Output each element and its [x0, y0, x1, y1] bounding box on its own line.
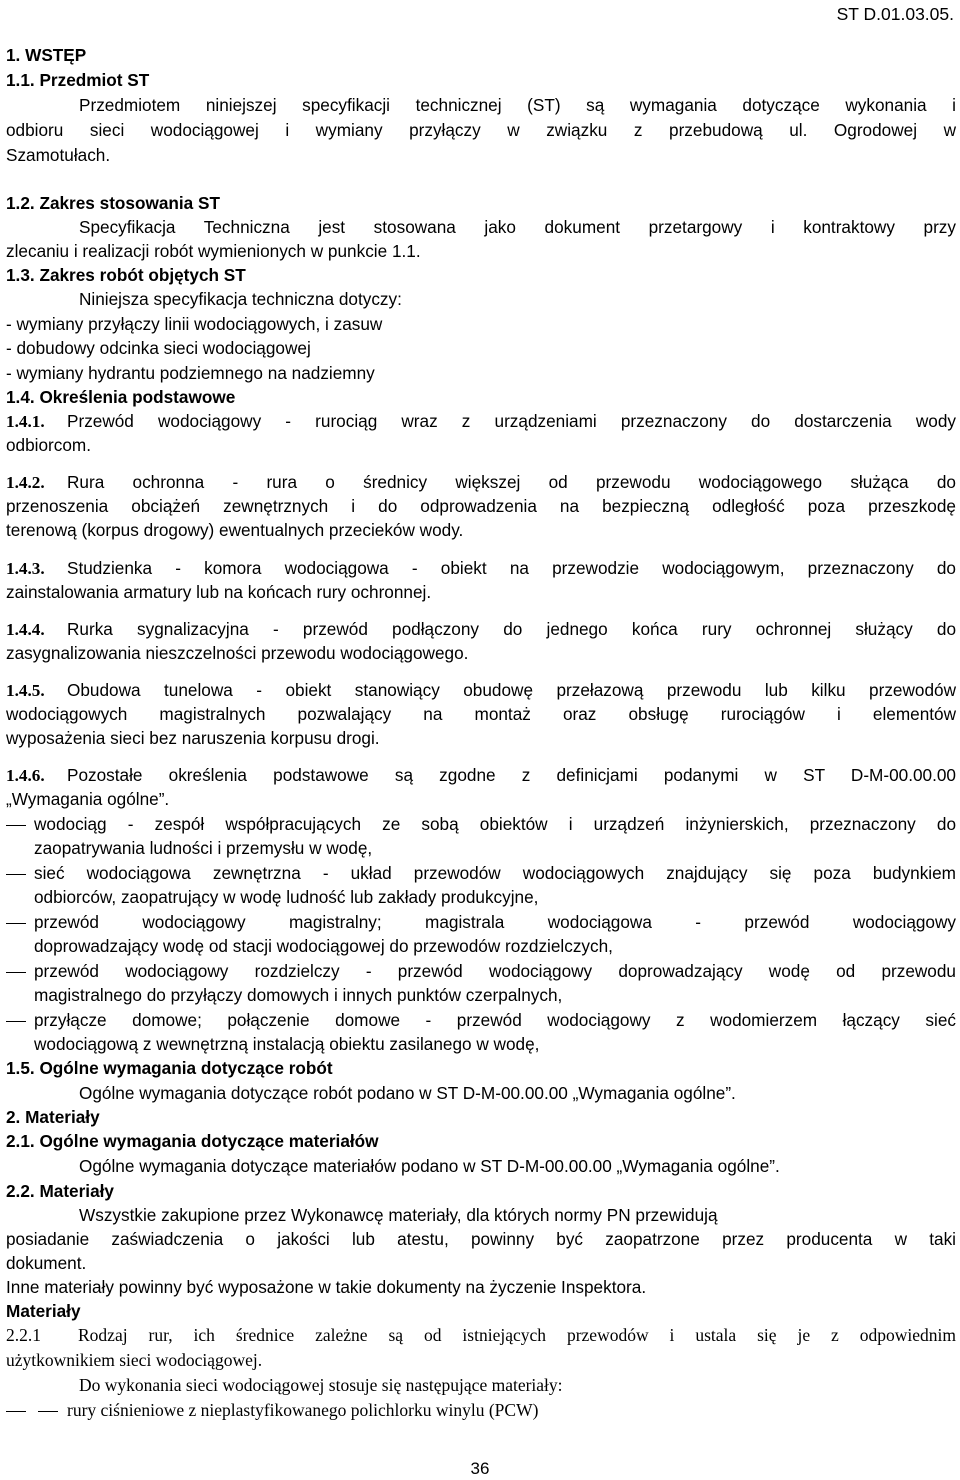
paragraph-line: Ogólne wymagania dotyczące materiałów podano w ST D-M-00.00.00 „Wymagania ogólne”. [79, 1156, 780, 1176]
bullet-item: przewód wodociągowy rozdzielczy - przewód wodociągowy doprowadzający wodę od przewodu [34, 961, 956, 981]
definition-number: 1.4.4. [6, 620, 45, 639]
definition-number: 1.4.6. [6, 766, 45, 785]
definition-line [6, 1324, 956, 1346]
spec-code-header: ST D.01.03.05. [836, 4, 954, 24]
subsection-heading-1-3: 1.3. Zakres robót objętych ST [6, 265, 246, 285]
definition-line [6, 764, 956, 787]
dash-bullet-icon [6, 972, 26, 973]
paragraph-line: dokument. [6, 1253, 87, 1273]
bullet-item-continuation: doprowadzający wodę od stacji wodociągowej do przewodów rozdzielczych, [34, 936, 613, 956]
paragraph-line: Inne materiały powinny być wyposażone w takie dokumenty na życzenie Inspektora. [6, 1277, 647, 1297]
paragraph-line: posiadanie zaświadczenia o jakości lub atestu, powinny być zaopatrzone przez producenta w taki [6, 1229, 956, 1249]
paragraph-line: odbioru sieci wodociągowej i wymiany przyłączy w związku z przebudową ul. Ogrodowej w [6, 120, 956, 140]
paragraph-line: Ogólne wymagania dotyczące robót podano w ST D-M-00.00.00 „Wymagania ogólne”. [79, 1083, 736, 1103]
paragraph-line: zainstalowania armatury lub na końcach rury ochronnej. [6, 582, 432, 602]
subsection-heading-1-1: 1.1. Przedmiot ST [6, 70, 150, 90]
paragraph-line: Przedmiotem niniejszej specyfikacji technicznej (ST) są wymagania dotyczące wykonania i [79, 95, 956, 115]
section-heading-2: 2. Materiały [6, 1107, 100, 1127]
list-item: - dobudowy odcinka sieci wodociągowej [6, 338, 311, 358]
paragraph-line: „Wymagania ogólne”. [6, 789, 170, 809]
definition-number: 2.2.1 [6, 1325, 41, 1345]
subsection-heading-2-1: 2.1. Ogólne wymagania dotyczące materiałów [6, 1131, 379, 1151]
paragraph-line: terenową (korpus drogowy) ewentualnych przecieków wody. [6, 520, 464, 540]
definition-text: Obudowa tunelowa - obiekt stanowiący obudowę przełazową przewodu lub kilku przewodów [67, 680, 956, 700]
page-number: 36 [470, 1459, 490, 1478]
definition-text: Pozostałe określenia podstawowe są zgodne z definicjami podanymi w ST D-M-00.00.00 [67, 765, 956, 785]
paragraph-line: zasygnalizowania nieszczelności przewodu wodociągowego. [6, 643, 469, 663]
bullet-item-continuation: magistralnego do przyłączy domowych i innych punktów czerpalnych, [34, 985, 563, 1005]
dash-bullet-icon [6, 825, 26, 826]
definition-number: 1.4.2. [6, 473, 45, 492]
materials-heading: Materiały [6, 1301, 81, 1321]
definition-line [6, 679, 956, 702]
paragraph-line: Do wykonania sieci wodociągowej stosuje się następujące materiały: [79, 1375, 563, 1395]
definition-text: Rodzaj rur, ich średnice zależne są od istniejących przewodów i ustala się je z odpowiednim [78, 1325, 956, 1345]
definition-text: Rura ochronna - rura o średnicy większej od przewodu wodociągowego służąca do [67, 472, 956, 492]
bullet-item: rury ciśnieniowe z nieplastyfikowanego polichlorku winylu (PCW) [67, 1400, 539, 1420]
definition-line [6, 618, 956, 641]
dash-bullet-icon [6, 874, 26, 875]
paragraph-line: Szamotułach. [6, 145, 111, 165]
definition-text: Przewód wodociągowy - rurociąg wraz z urządzeniami przeznaczony do dostarczenia wody [67, 411, 956, 431]
bullet-item-continuation: odbiorców, zaopatrujący w wodę ludność lub zakłady produkcyjne, [34, 887, 539, 907]
paragraph-line: odbiorcom. [6, 435, 92, 455]
dash-bullet-icon [6, 1021, 26, 1022]
definition-number: 1.4.1. [6, 412, 45, 431]
definition-line [6, 471, 956, 494]
paragraph-line: wodociągowych magistralnych pozwalający na montaż oraz obsługę rurociągów i elementów [6, 704, 956, 724]
dash-bullet-icon [6, 923, 26, 924]
subsection-heading-1-4: 1.4. Określenia podstawowe [6, 387, 236, 407]
bullet-item: przewód wodociągowy magistralny; magistrala wodociągowa - przewód wodociągowy [34, 912, 956, 932]
subsection-heading-1-5: 1.5. Ogólne wymagania dotyczące robót [6, 1058, 333, 1078]
definition-line [6, 410, 956, 433]
list-item: - wymiany hydrantu podziemnego na nadziemny [6, 363, 375, 383]
paragraph-line: przenoszenia obciążeń zewnętrznych i do odprowadzenia na bezpieczną odległość poza przeszkodę [6, 496, 956, 516]
paragraph-line: Specyfikacja Techniczna jest stosowana jako dokument przetargowy i kontraktowy przy [79, 217, 956, 237]
section-heading-1: 1. WSTĘP [6, 45, 87, 65]
definition-text: Rurka sygnalizacyjna - przewód podłączony do jednego końca rury ochronnej służący do [67, 619, 956, 639]
bullet-item-continuation: zaopatrywania ludności i przemysłu w wodę, [34, 838, 373, 858]
bullet-item: sieć wodociągowa zewnętrzna - układ przewodów wodociągowych znajdujący się poza budynkiem [34, 863, 956, 883]
subsection-heading-1-2: 1.2. Zakres stosowania ST [6, 193, 220, 213]
paragraph-line: użytkownikiem sieci wodociągowej. [6, 1350, 263, 1370]
dash-bullet-icon [6, 1411, 26, 1412]
definition-line [6, 557, 956, 580]
paragraph-line: Wszystkie zakupione przez Wykonawcę materiały, dla których normy PN przewidują [79, 1205, 718, 1225]
bullet-item-continuation: wodociągową z wewnętrzną instalacją obiektu zasilanego w wodę, [34, 1034, 540, 1054]
definition-number: 1.4.5. [6, 681, 45, 700]
paragraph-line: wyposażenia sieci bez naruszenia korpusu drogi. [6, 728, 380, 748]
paragraph-line: Niniejsza specyfikacja techniczna dotyczy: [79, 289, 402, 309]
bullet-item: przyłącze domowe; połączenie domowe - przewód wodociągowy z wodomierzem łączący sieć [34, 1010, 956, 1030]
definition-text: Studzienka - komora wodociągowa - obiekt na przewodzie wodociągowym, przeznaczony do [67, 558, 956, 578]
subsection-heading-2-2: 2.2. Materiały [6, 1181, 114, 1201]
bullet-item: wodociąg - zespół współpracujących ze sobą obiektów i urządzeń inżynierskich, przeznaczony do [34, 814, 956, 834]
paragraph-line: zlecaniu i realizacji robót wymienionych w punkcie 1.1. [6, 241, 421, 261]
dash-bullet-icon [38, 1411, 58, 1412]
definition-number: 1.4.3. [6, 559, 45, 578]
list-item: - wymiany przyłączy linii wodociągowych, i zasuw [6, 314, 383, 334]
